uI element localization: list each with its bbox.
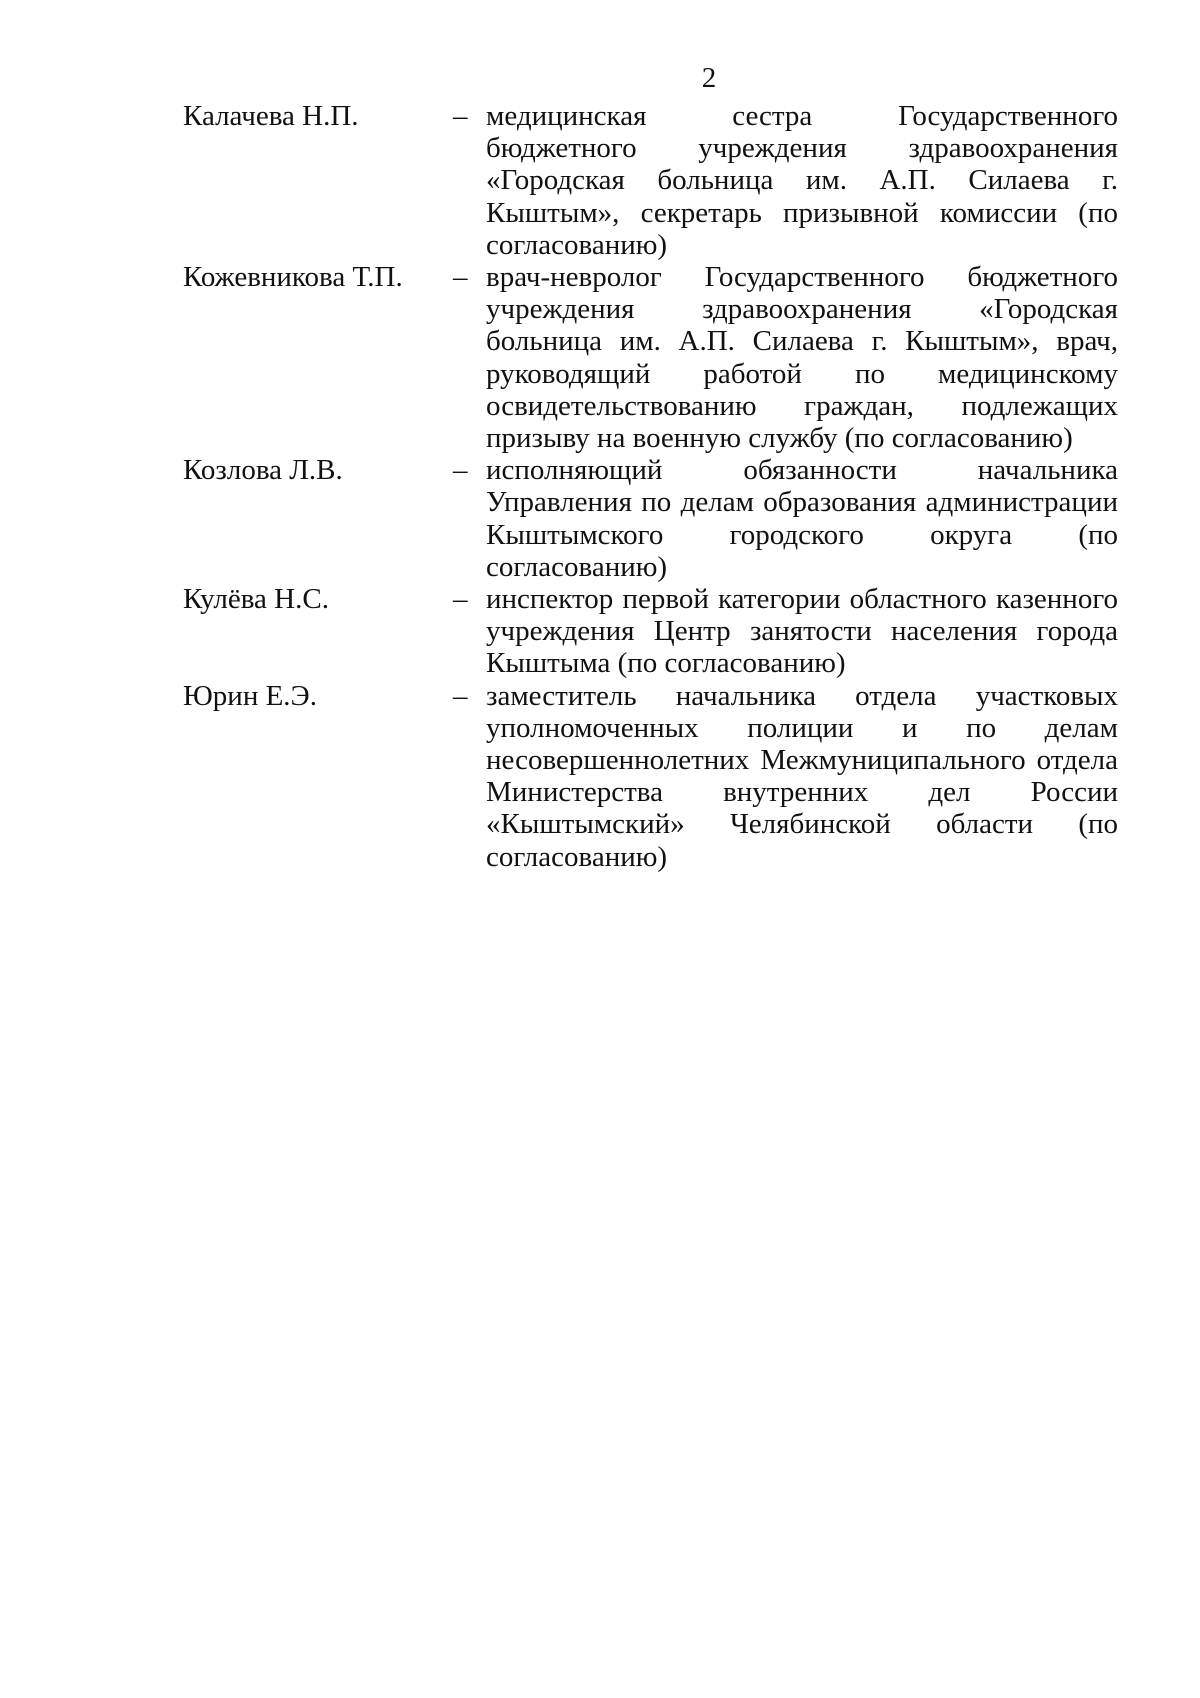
member-name: Козлова Л.В. [183,454,343,487]
member-entry [183,100,1118,261]
dash-separator: – [453,261,468,294]
member-description: инспектор первой категории областного казенного учреждения Центр занятости населения города Кыштыма (по согласованию) [486,583,1118,680]
member-name: Калачева Н.П. [183,100,359,132]
member-entry [183,583,1118,680]
member-name: Юрин Е.Э. [183,679,317,712]
dash-separator: – [453,100,468,132]
page-number: 2 [701,62,717,94]
member-description: медицинская сестра Государственного бюджетного учреждения здравоохранения «Городская больница им. А.П. Силаева г. Кыштым», секретарь призывной комиссии (по согласованию) [486,100,1118,261]
member-description: заместитель начальника отдела участковых уполномоченных полиции и по делам несовершеннолетних Межмуниципального отдела Министерства внутренних дел России «Кыштымский» Челябинской области (по согласованию) [486,679,1118,873]
member-description: исполняющий обязанности начальника Управления по делам образования администрации Кыштымского городского округа (по согласованию) [486,454,1118,583]
commission-members-list [183,100,1118,873]
member-entry [183,261,1118,454]
member-entry [183,454,1118,583]
member-entry [183,680,1118,873]
dash-separator: – [453,454,468,487]
dash-separator: – [453,583,468,616]
dash-separator: – [453,679,468,712]
member-name: Кожевникова Т.П. [183,261,403,294]
member-description: врач-невролог Государственного бюджетного учреждения здравоохранения «Городская больница им. А.П. Силаева г. Кыштым», врач, руководящий работой по медицинскому освидетельствованию граждан, подлежащих призыву на военную службу (по согласованию) [486,261,1118,455]
member-name: Кулёва Н.С. [183,583,329,616]
